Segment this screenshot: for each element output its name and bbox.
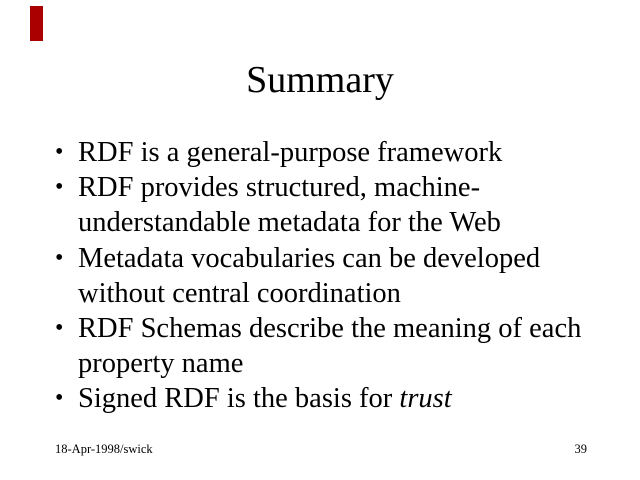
bullet-text-line: Metadata vocabularies can be developed <box>78 242 541 274</box>
bullet-item <box>0 241 620 311</box>
bullet-text-line: RDF is a general-purpose framework <box>78 137 503 168</box>
slide-title: Summary <box>246 59 394 101</box>
bullet-text <box>78 170 620 240</box>
bullet-item <box>0 311 620 381</box>
bullet-icon: • <box>55 174 64 201</box>
bullet-text <box>78 311 620 381</box>
footer-page-number: 39 <box>574 442 587 456</box>
bullet-text-line: understandable metadata for the Web <box>78 207 501 239</box>
bullet-text-line: RDF provides structured, machine- <box>78 172 481 204</box>
bullet-item <box>0 381 620 416</box>
bullet-text-prefix: Signed RDF is the basis for <box>78 383 400 415</box>
bullet-text <box>78 241 620 311</box>
bullet-item <box>0 170 620 240</box>
bullet-list <box>0 135 620 417</box>
bullet-icon: • <box>55 244 64 271</box>
bullet-text-italic: trust <box>399 383 452 415</box>
bullet-icon: • <box>55 315 64 342</box>
bullet-icon: • <box>55 139 64 165</box>
slide-accent-bar <box>30 6 43 41</box>
footer-date-author: 18-Apr-1998/swick <box>55 442 153 456</box>
bullet-item <box>0 135 620 170</box>
bullet-text <box>78 135 620 170</box>
bullet-text <box>78 381 620 416</box>
bullet-text-line: without central coordination <box>78 277 401 309</box>
bullet-text-line: RDF Schemas describe the meaning of each <box>78 313 582 345</box>
bullet-icon: • <box>55 385 64 412</box>
bullet-text-line: property name <box>78 348 244 380</box>
bullet-text-line <box>78 381 620 416</box>
